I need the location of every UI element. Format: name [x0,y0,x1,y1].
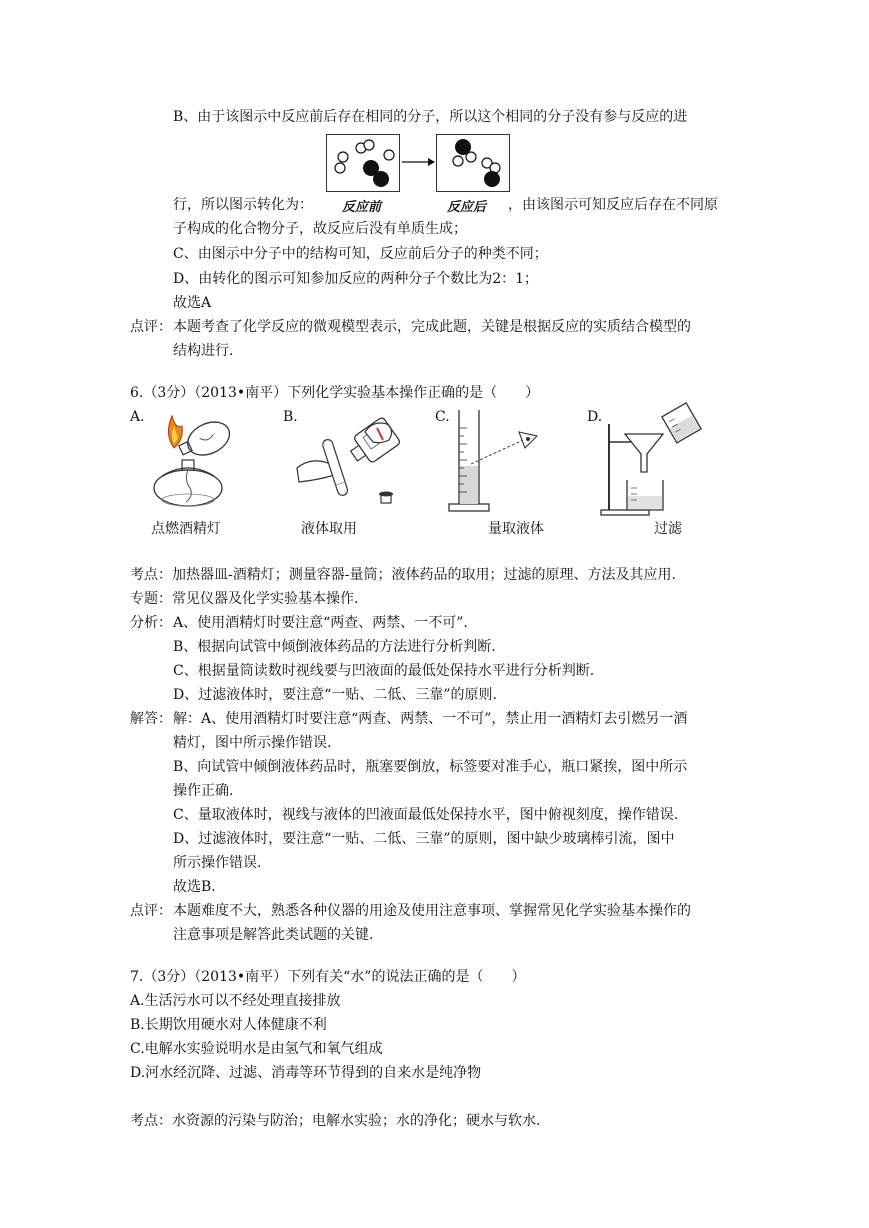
q7-option-d: D.河水经沉降、过滤、消毒等环节得到的自来水是纯净物 [130,1065,482,1081]
reaction-before-box [326,134,400,192]
q6-solution-b-line1: B、向试管中倾倒液体药品时，瓶塞要倒放，标签要对准手心，瓶口紧挨，图中所示 [173,759,688,775]
q6-stem: 6.（3分）（2013•南平）下列化学实验基本操作正确的是（ ） [130,385,540,401]
reaction-before-molecules [327,135,399,191]
q6-comment-line2: 注意事项是解答此类试题的关键. [173,927,374,943]
q6-analysis-d: D、过滤液体时，要注意“一贴、二低、三靠”的原则. [173,687,497,703]
q5-option-b-line2b: ，由该图示可知反应后存在不同原 [508,197,718,213]
reaction-after-label: 反应后 [447,200,487,215]
q6-solution-label: 解答： [130,711,172,727]
q6-solution-a-line2: 精灯，图中所示操作错误. [173,735,332,751]
q6-option-d-caption: 过滤 [654,521,682,537]
q6-option-d-letter: D. [587,409,603,425]
q6-kaodian: 考点：加热器皿-酒精灯；测量容器-量筒；液体药品的取用；过滤的原理、方法及其应用. [130,567,676,583]
q6-comment-label: 点评： [130,903,172,919]
q6-solution-b-line2: 操作正确. [173,783,234,799]
reaction-before-label: 反应前 [342,200,382,215]
reaction-after-box [436,134,510,192]
q6-analysis-b: B、根据向试管中倾倒液体药品的方法进行分析判断. [173,639,496,655]
q5-answer: 故选A [173,295,212,311]
q6-option-c-caption: 量取液体 [488,521,544,537]
q6-solution-d-line2: 所示操作错误. [173,855,262,871]
q6-analysis-c: C、根据量筒读数时视线要与凹液面的最低处保持水平进行分析判断. [173,663,595,679]
q6-option-a-caption: 点燃酒精灯 [151,521,221,537]
q6-solution-d-line1: D、过滤液体时，要注意“一贴、二低、三靠”的原则，图中缺少玻璃棒引流，图中 [173,831,675,847]
q6-zhuanti: 专题：常见仪器及化学实验基本操作. [130,591,359,607]
liquid-pouring-figure [295,410,415,510]
q6-analysis-a: A、使用酒精灯时要注意“两查、两禁、一不可”. [173,615,468,631]
q6-option-b-letter: B. [283,409,298,425]
q5-option-b-line1: B、由于该图示中反应前后存在相同的分子，所以这个相同的分子没有参与反应的进 [173,109,688,125]
reaction-after-molecules [437,135,509,191]
q5-option-b-line3: 子构成的化合物分子，故反应后没有单质生成； [173,221,467,237]
q5-comment-label: 点评： [130,319,172,335]
measuring-cylinder-figure [445,408,555,514]
q7-option-c: C.电解水实验说明水是由氢气和氧气组成 [130,1041,383,1057]
q6-option-c-letter: C. [435,409,450,425]
q5-option-c: C、由图示中分子中的结构可知，反应前后分子的种类不同； [173,246,548,262]
q6-analysis-label: 分析： [130,615,172,631]
alcohol-lamp-lighting-figure [140,408,240,512]
q5-option-b-line2a: 行，所以图示转化为： [173,197,313,213]
q5-comment-line1: 本题考查了化学反应的微观模型表示，完成此题，关键是根据反应的实质结合模型的 [173,319,691,335]
q5-option-d: D、由转化的图示可知参加反应的两种分子个数比为2：1； [173,271,539,287]
q6-option-b-caption: 液体取用 [301,521,357,537]
q5-comment-line2: 结构进行. [173,343,234,359]
q7-stem: 7.（3分）（2013•南平）下列有关“水”的说法正确的是（ ） [130,969,526,985]
q6-solution-a-line1: 解：A、使用酒精灯时要注意“两查、两禁、一不可”，禁止用一酒精灯去引燃另一酒 [173,711,688,727]
q6-solution-c: C、量取液体时，视线与液体的凹液面最低处保持水平，图中俯视刻度，操作错误. [173,807,679,823]
reaction-arrow-icon [400,155,436,169]
q7-option-b: B.长期饮用硬水对人体健康不利 [130,1017,327,1033]
filtration-figure [597,402,707,518]
q6-comment-line1: 本题难度不大，熟悉各种仪器的用途及使用注意事项、掌握常见化学实验基本操作的 [173,903,691,919]
q6-answer: 故选B. [173,879,216,895]
q6-option-a-letter: A. [130,409,145,425]
q7-option-a: A.生活污水可以不经处理直接排放 [130,993,341,1009]
q7-kaodian: 考点：水资源的污染与防治；电解水实验；水的净化；硬水与软水. [130,1113,541,1129]
